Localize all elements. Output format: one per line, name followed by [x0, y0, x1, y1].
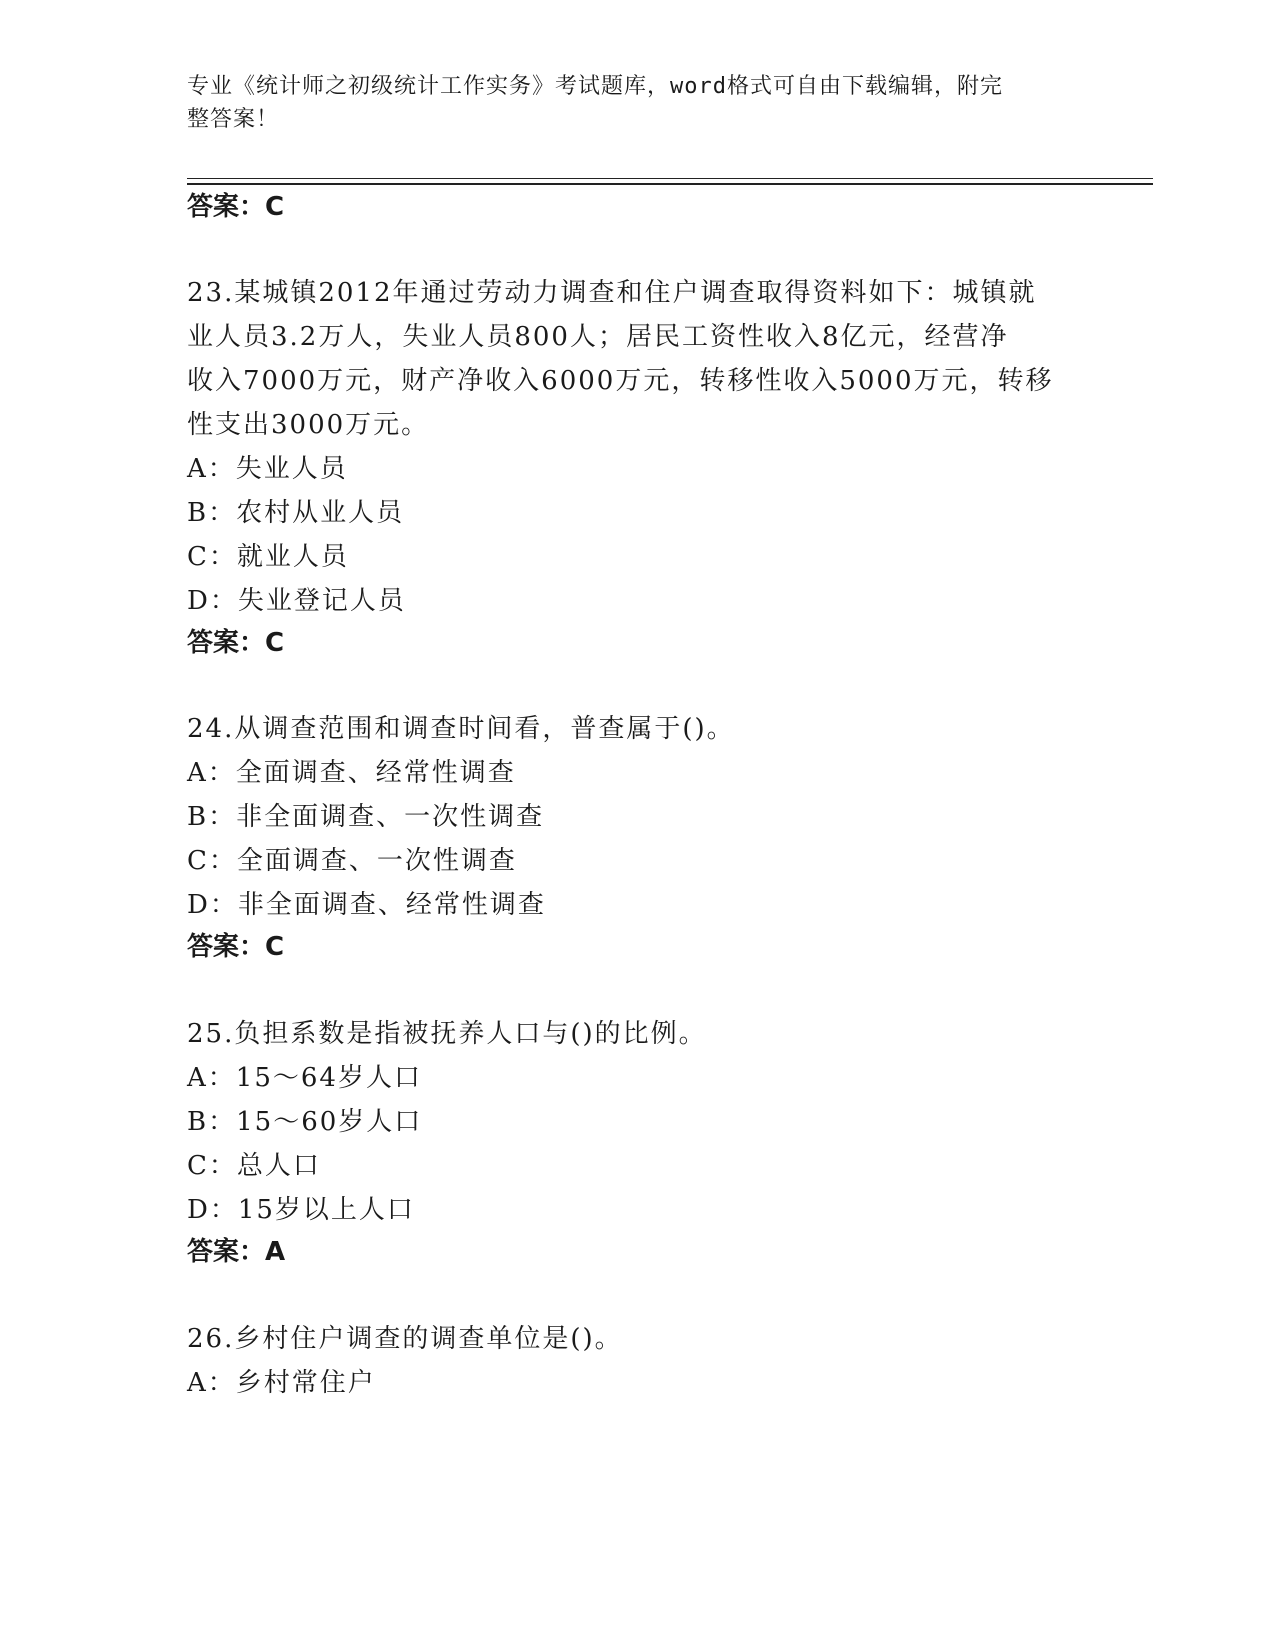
option-d: D：非全面调查、经常性调查: [187, 890, 546, 920]
question-stem: 收入7000万元，财产净收入6000万元，转移性收入5000万元，转移: [187, 366, 1054, 396]
option-d: D：15岁以上人口: [187, 1195, 415, 1225]
header-divider: [187, 178, 1153, 179]
option-b: B：农村从业人员: [187, 498, 405, 528]
header-line: 整答案！: [187, 107, 280, 132]
document-header: [187, 70, 1067, 136]
question-stem: 23.某城镇2012年通过劳动力调查和住户调查取得资料如下：城镇就: [187, 278, 1037, 308]
answer-line: 答案：A: [187, 1237, 286, 1267]
answer-line: 答案：C: [187, 628, 285, 658]
question-stem: 性支出3000万元。: [187, 410, 430, 440]
option-d: D：失业登记人员: [187, 586, 406, 616]
header-divider: [187, 183, 1153, 185]
option-c: C：总人口: [187, 1151, 321, 1181]
option-a: A：失业人员: [187, 454, 348, 484]
question-stem: 25.负担系数是指被抚养人口与()的比例。: [187, 1019, 707, 1049]
option-b: B：非全面调查、一次性调查: [187, 802, 545, 832]
option-a: A：15～64岁人口: [187, 1063, 422, 1093]
option-b: B：15～60岁人口: [187, 1107, 423, 1137]
answer-line: 答案：C: [187, 932, 285, 962]
answer-line: 答案：C: [187, 192, 285, 222]
question-stem: 业人员3.2万人，失业人员800人；居民工资性收入8亿元，经营净: [187, 322, 1009, 352]
option-c: C：就业人员: [187, 542, 349, 572]
question-stem: 24.从调查范围和调查时间看，普查属于()。: [187, 714, 735, 744]
question-stem: 26.乡村住户调查的调查单位是()。: [187, 1324, 623, 1354]
option-c: C：全面调查、一次性调查: [187, 846, 517, 876]
option-a: A：全面调查、经常性调查: [187, 758, 516, 788]
option-a: A：乡村常住户: [187, 1368, 376, 1398]
header-line: 专业《统计师之初级统计工作实务》考试题库，word格式可自由下载编辑，附完: [187, 74, 1003, 99]
